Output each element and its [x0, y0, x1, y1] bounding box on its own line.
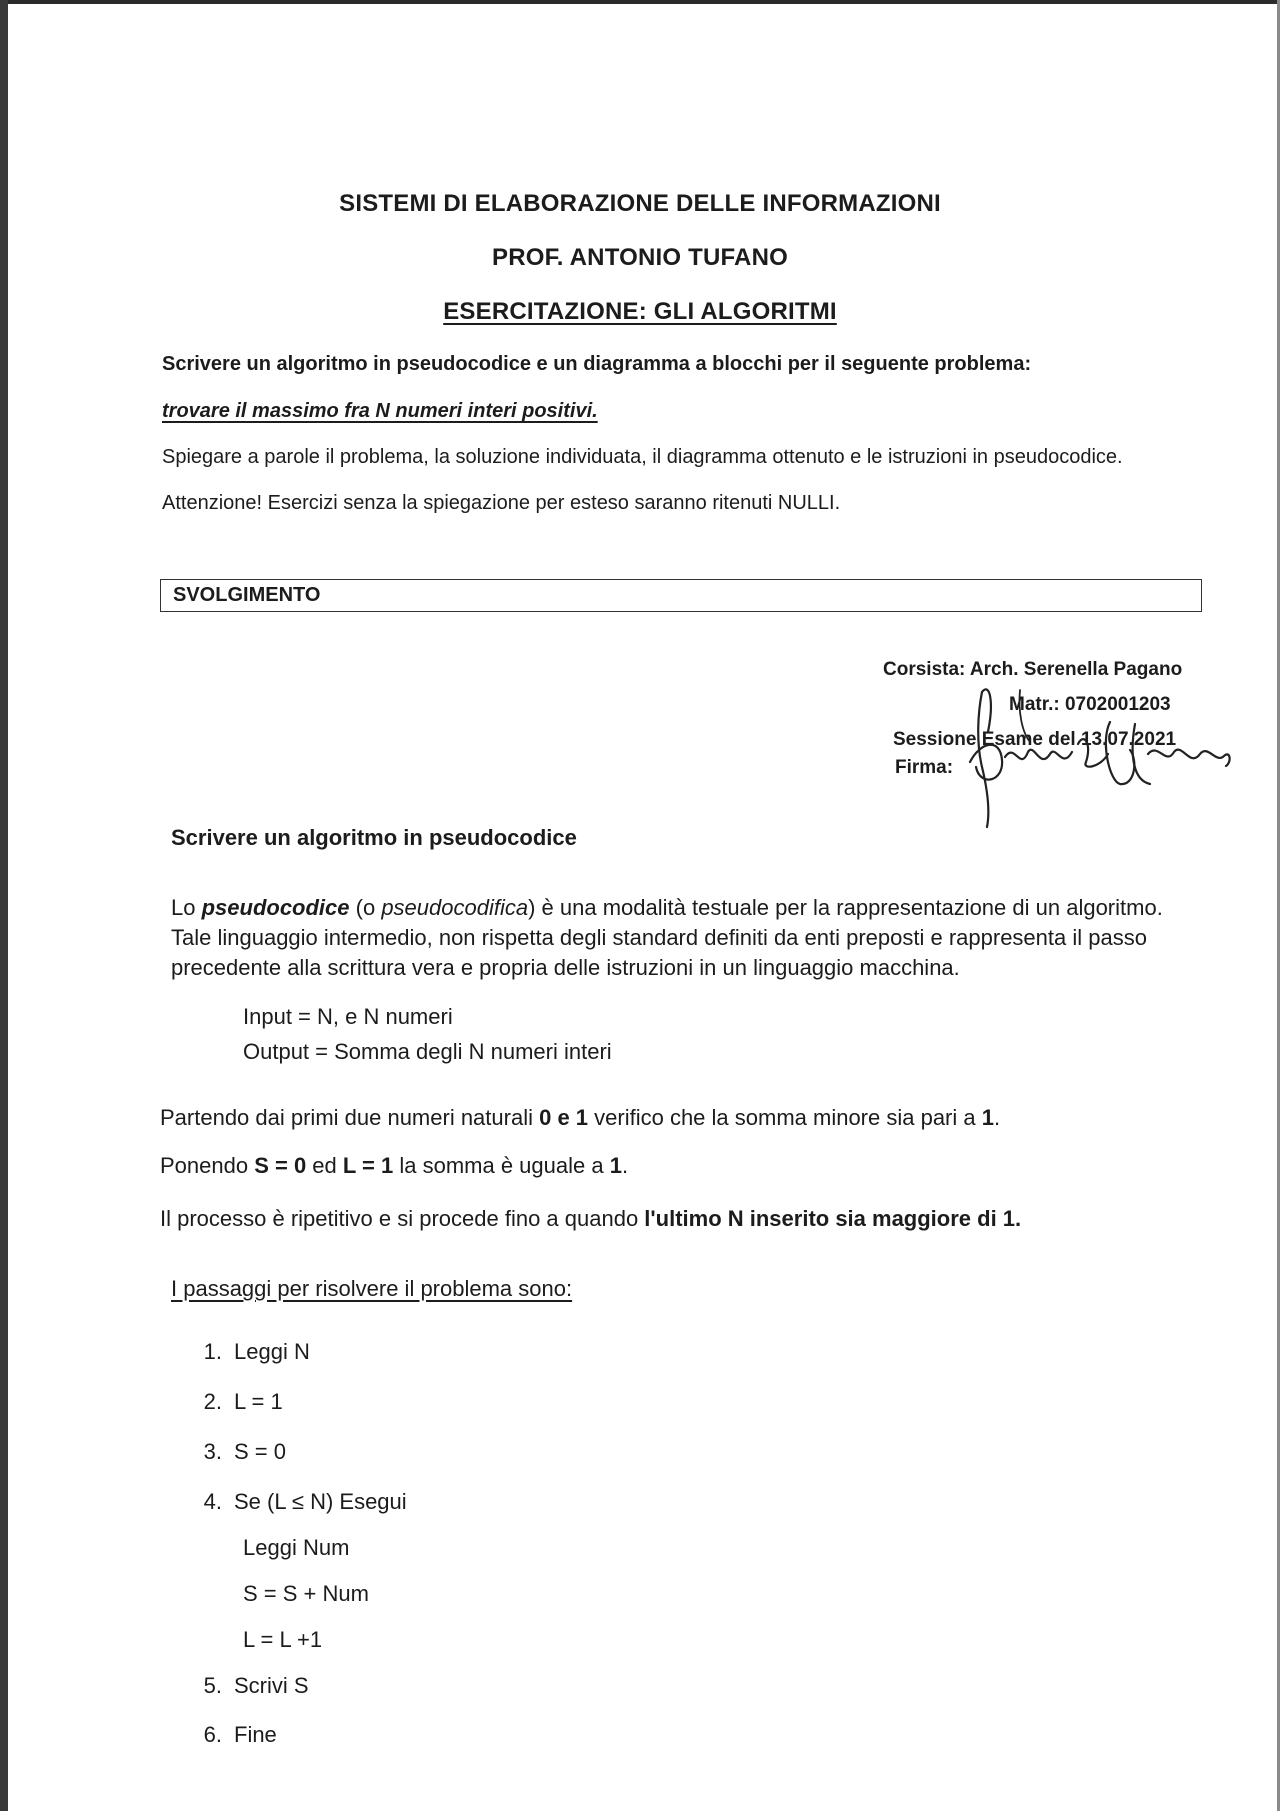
section-label: SVOLGIMENTO [173, 584, 321, 606]
sub-step-item: Leggi Num [243, 1535, 350, 1560]
step-text: Fine [234, 1722, 277, 1747]
content-partendo [160, 1103, 1000, 1133]
p2-a: Ponendo [160, 1153, 255, 1178]
content-paragraph-line1 [171, 893, 1163, 923]
content-output: Output = Somma degli N numeri interi [243, 1039, 612, 1064]
content-paragraph-line2: Tale linguaggio intermedio, non rispetta degli standard definiti da enti preposti e rappresenta il passo [171, 925, 1147, 950]
header-professor: PROF. ANTONIO TUFANO [491, 244, 788, 271]
p1-b: 0 e 1 [539, 1105, 589, 1130]
step-number: 5. [203, 1673, 222, 1698]
content-input: Input = N, e N numeri [243, 1004, 453, 1029]
scan-border-top [0, 0, 1280, 4]
student-matricola: Matr.: 0702001203 [1009, 694, 1171, 715]
p1-e: . [993, 1105, 1001, 1130]
content-steps-heading: I passaggi per risolvere il problema sono: [171, 1276, 573, 1301]
student-firma-label: Firma: [895, 757, 954, 778]
para-alt-term: pseudocodifica [381, 895, 529, 920]
step-text: Se (L ≤ N) Esegui [234, 1489, 407, 1514]
assignment-problem: trovare il massimo fra N numeri interi positivi. [162, 400, 598, 422]
p1-d: 1 [981, 1105, 994, 1130]
p2-g: . [621, 1153, 629, 1178]
step-text: L = 1 [234, 1389, 283, 1414]
para-lo: Lo [171, 895, 202, 920]
p2-c: ed [306, 1153, 343, 1178]
p1-c: verifico che la somma minore sia pari a [588, 1105, 982, 1130]
assignment-warning: Attenzione! Esercizi senza la spiegazione per esteso saranno ritenuti NULLI. [162, 492, 841, 514]
step-item [192, 1337, 310, 1367]
header-exercise-title: ESERCITAZIONE: GLI ALGORITMI [443, 298, 837, 325]
content-processo [160, 1204, 1021, 1234]
p1-a: Partendo dai primi due numeri naturali [160, 1105, 540, 1130]
content-heading: Scrivere un algoritmo in pseudocodice [171, 825, 577, 850]
step-item [192, 1671, 309, 1701]
sub-step-item: L = L +1 [243, 1627, 323, 1652]
step-number: 1. [203, 1339, 222, 1364]
student-session: Sessione Esame del 13.07.2021 [893, 729, 1177, 750]
p2-f: 1 [609, 1153, 622, 1178]
p3-b: l'ultimo N inserito sia maggiore di 1. [644, 1206, 1022, 1231]
step-number: 2. [203, 1389, 222, 1414]
p3-a: Il processo è ripetitivo e si procede fino a quando [160, 1206, 645, 1231]
assignment-explain: Spiegare a parole il problema, la soluzione individuata, il diagramma ottenuto e le istruzioni in pseudocodice. [162, 446, 1123, 468]
assignment-instruction: Scrivere un algoritmo in pseudocodice e un diagramma a blocchi per il seguente problema: [162, 353, 1032, 375]
header-course-title: SISTEMI DI ELABORAZIONE DELLE INFORMAZIONI [339, 190, 941, 217]
sub-step-item: S = S + Num [243, 1581, 369, 1606]
para-paren: (o [349, 895, 382, 920]
step-number: 6. [203, 1722, 222, 1747]
step-number: 4. [203, 1489, 222, 1514]
step-number: 3. [203, 1439, 222, 1464]
p2-d: L = 1 [342, 1153, 394, 1178]
handwritten-signature [960, 672, 1240, 832]
step-item [192, 1437, 286, 1467]
para-rest: ) è una modalità testuale per la rappresentazione di un algoritmo. [528, 895, 1163, 920]
step-text: S = 0 [234, 1439, 286, 1464]
step-item [192, 1720, 277, 1750]
content-ponendo [160, 1151, 628, 1181]
p2-e: la somma è uguale a [393, 1153, 610, 1178]
content-paragraph-line3: precedente alla scrittura vera e propria delle istruzioni in un linguaggio macchina. [171, 955, 960, 980]
step-item [192, 1487, 407, 1517]
section-box [160, 579, 1202, 612]
step-item [192, 1387, 283, 1417]
student-corsista: Corsista: Arch. Serenella Pagano [883, 659, 1183, 680]
step-text: Leggi N [234, 1339, 310, 1364]
p2-b: S = 0 [254, 1153, 307, 1178]
step-text: Scrivi S [234, 1673, 309, 1698]
para-term: pseudocodice [201, 895, 350, 920]
